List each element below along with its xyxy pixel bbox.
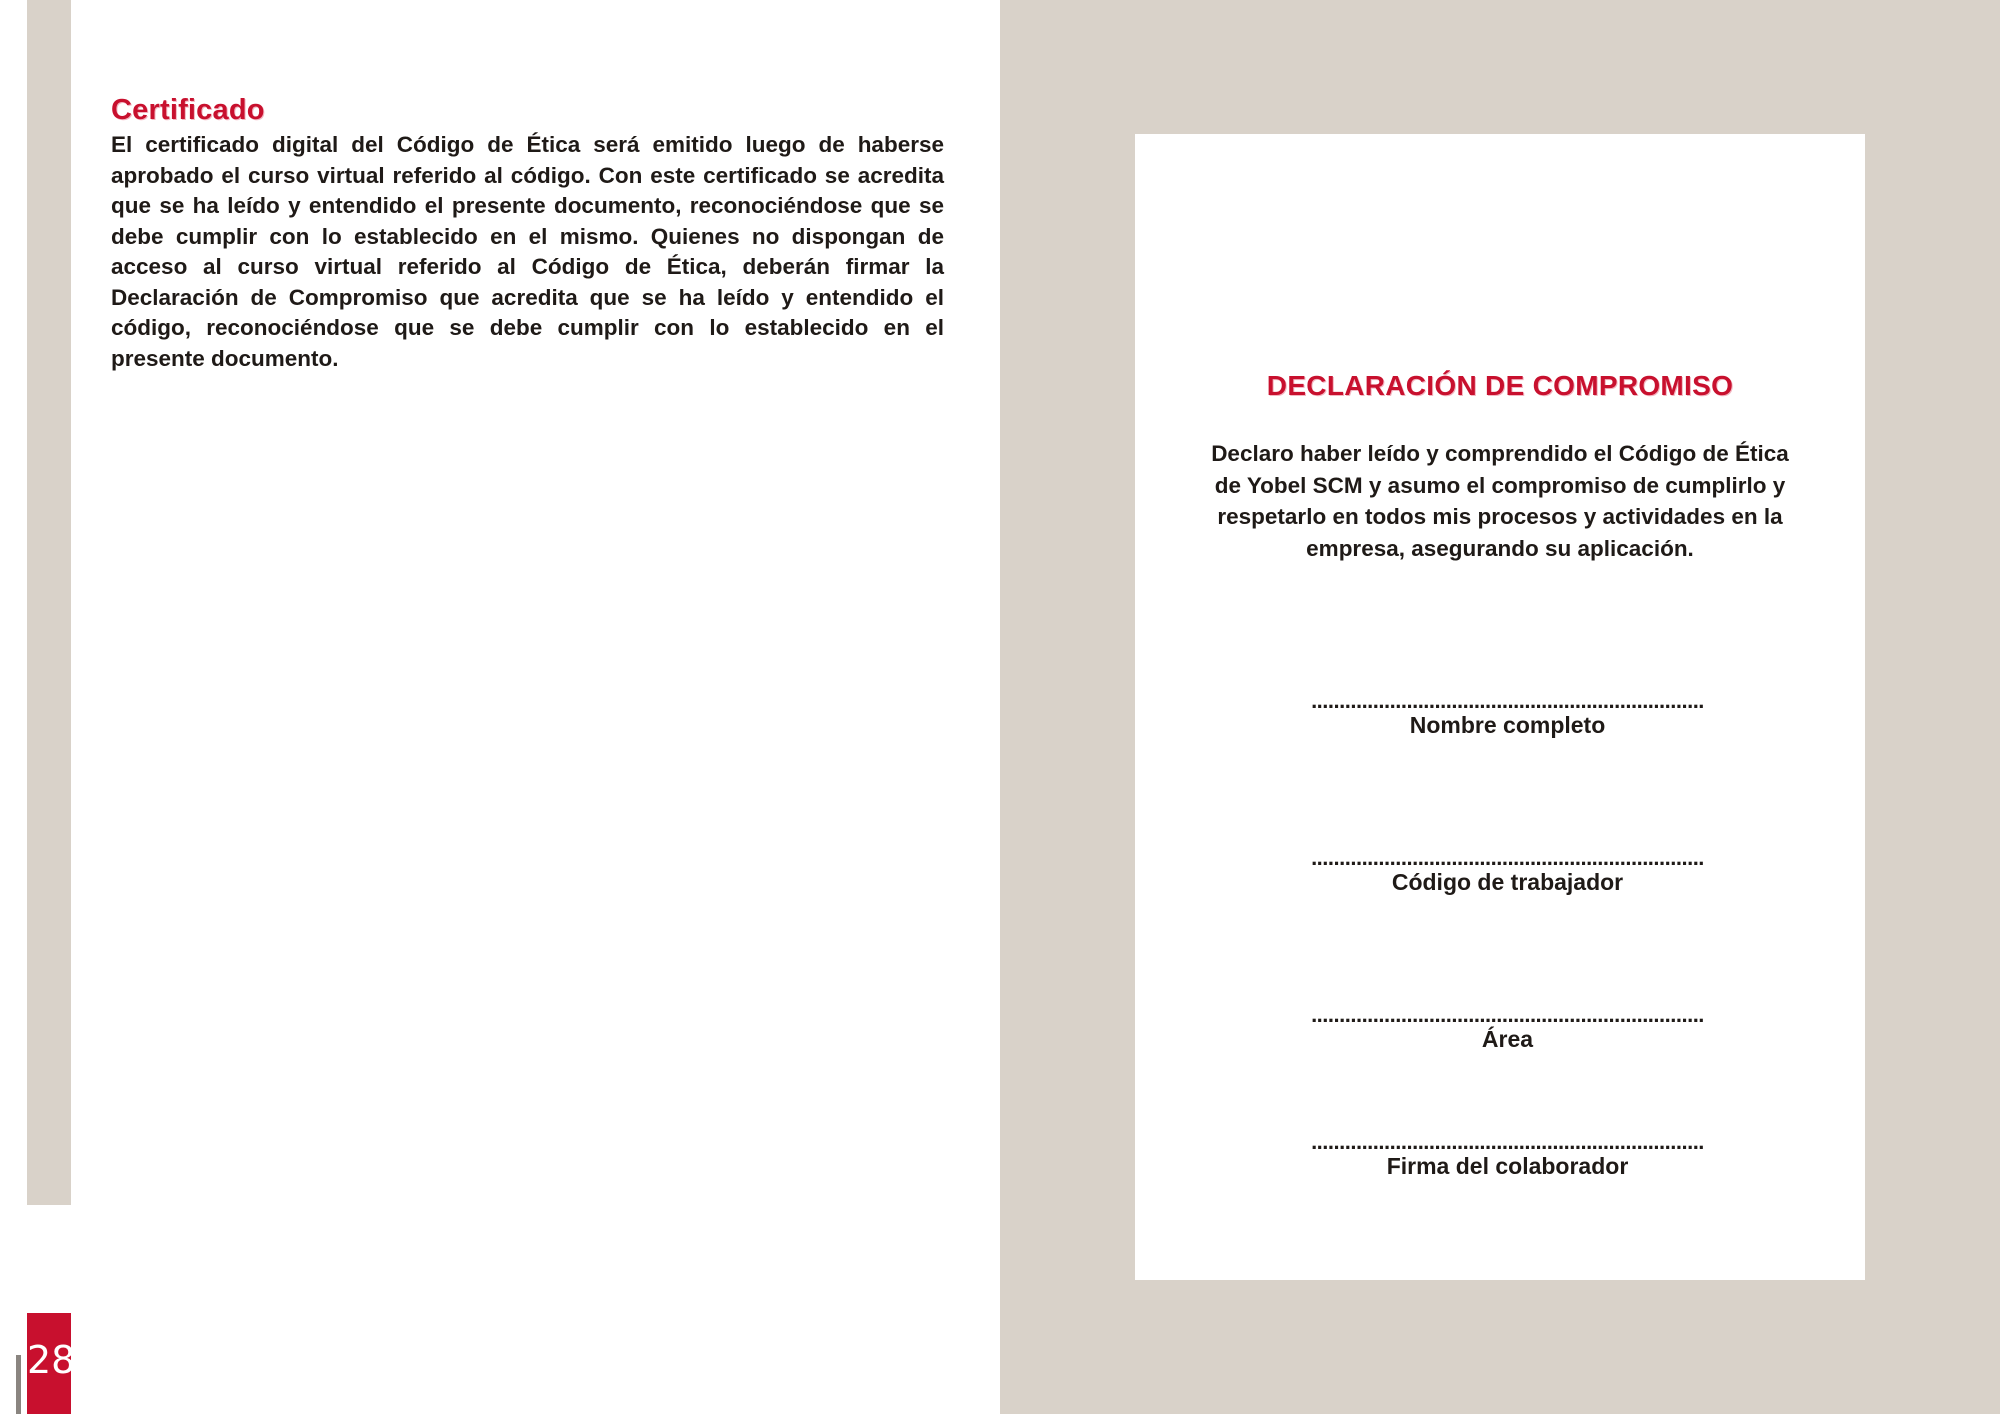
field-label: Firma del colaborador	[1386, 1153, 1629, 1179]
declaration-text: Declaro haber leído y comprendido el Código de Ética de Yobel SCM y asumo el compromiso de cumplirlo y respetarlo en todos mis procesos y actividades en la empresa, asegurando su aplicación.	[1211, 441, 1789, 561]
page-number: 28	[27, 1338, 76, 1382]
left-decorative-strip	[27, 0, 71, 1205]
field-label: Código de trabajador	[1391, 869, 1624, 895]
declaration-card	[1135, 134, 1865, 1280]
field-label: Nombre completo	[1409, 712, 1606, 738]
page-badge-bar	[16, 1355, 21, 1414]
signature-line: ......................................................................	[1311, 692, 1704, 710]
field-codigo-trabajador	[1255, 849, 1760, 897]
field-firma-colaborador	[1255, 1133, 1760, 1181]
certificate-title: Certificado	[111, 94, 265, 126]
signature-line: ......................................................................	[1311, 1006, 1704, 1024]
certificate-body: El certificado digital del Código de Ética será emitido luego de haberse aprobado el curso virtual referido al código. Con este certificado se acredita que se ha leído y entendido el presente documento, reconociéndose que se debe cumplir con lo establecido en el mismo. Quienes no dispongan de acceso al curso virtual referido al Código de Ética, deberán firmar la Declaración de Compromiso que acredita que se ha leído y entendido el código, reconociéndose que se debe cumplir con lo establecido en el presente documento.	[111, 132, 944, 371]
signature-line: ......................................................................	[1311, 1133, 1704, 1151]
certificate-section	[111, 90, 944, 374]
signature-line: ......................................................................	[1311, 849, 1704, 867]
field-label: Área	[1481, 1026, 1534, 1052]
declaration-title: DECLARACIÓN DE COMPROMISO	[1266, 370, 1734, 401]
field-nombre-completo	[1255, 692, 1760, 740]
field-area	[1255, 1006, 1760, 1054]
